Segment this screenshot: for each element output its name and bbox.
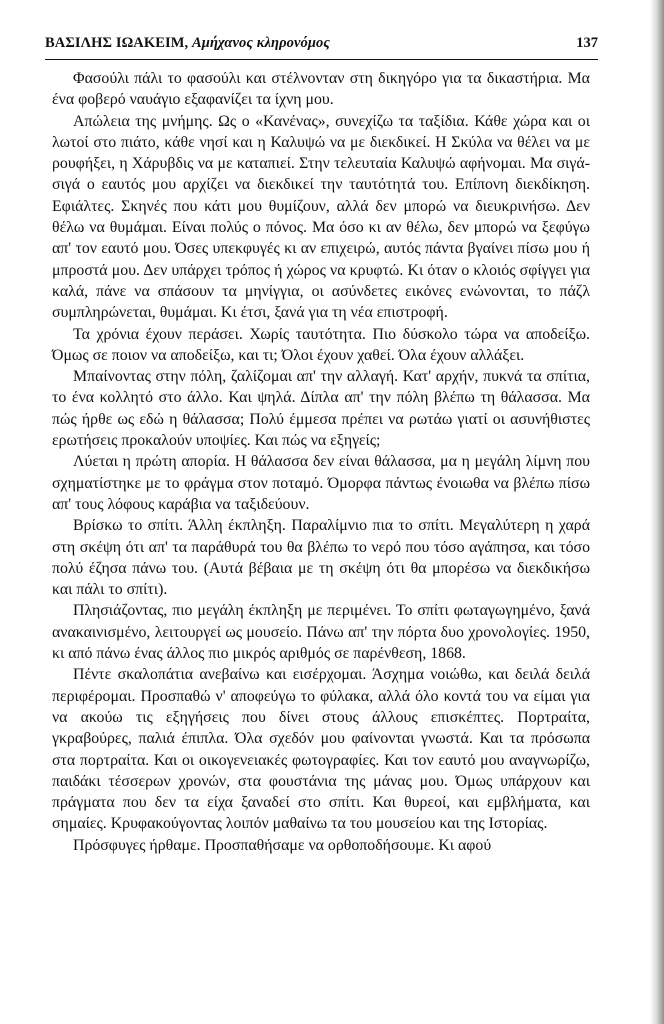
author-name: ΒΑΣΙΛΗΣ ΙΩΑΚΕΙΜ, xyxy=(45,35,189,51)
paragraph: Πέντε σκαλοπάτια ανεβαίνω και εισέρχομαι. Άσχημα νοιώθω, και δειλά δειλά περιφέρομαι. Προσπαθώ ν' αποφεύγω το φύλακα, αλλά όλο κοντά του να είμαι για να ακούω τις εξηγήσεις που δίνει στους άλλους επισκέπτες. Πορτραίτα, γκραβούρες, παλιά έπιπλα. Όλα σχεδόν μου φαίνονται γνωστά. Και τα πρόσωπα στα πορτραίτα. Και οι οικογενειακές φωτογραφίες. Και τον εαυτό μου αναγνωρίζω, παιδάκι τέσσερων χρονών, στα φουστάνια της μάνας μου. Όμως υπάρχουν και πράγματα που δεν τα είχα ξαναδεί στο σπίτι. Και θυρεοί, και εμβλήματα, και σημαίες. Κρυφακούγοντας λοιπόν μαθαίνω τα του μουσείου και της Ιστορίας. xyxy=(52,666,590,833)
paragraph: Τα χρόνια έχουν περάσει. Χωρίς ταυτότητα. Πιο δύσκολο τώρα να αποδείξω. Όμως σε ποιον να αποδείξω, και τι; Όλοι έχουν χαθεί. Όλα έχουν αλλάξει. xyxy=(52,325,590,364)
body-text xyxy=(52,68,590,856)
paragraph: Βρίσκω το σπίτι. Άλλη έκπληξη. Παραλίμνιο πια το σπίτι. Μεγαλύτερη η χαρά στη σκέψη ότι απ' τα παράθυρά του θα βλέπω το νερό που τόσο αγάπησα, και τόσο πολύ έζησα πάνω του. (Αυτά βέβαια με τη σκέψη ότι θα μπορέσω να διεκδικήσω και πάλι το σπίτι). xyxy=(52,517,590,599)
page-number: 137 xyxy=(576,35,598,51)
book-title: Αμήχανος κληρονόμος xyxy=(192,35,330,51)
paragraph: Λύεται η πρώτη απορία. Η θάλασσα δεν είναι θάλασσα, μα η μεγάλη λίμνη που σχηματίστηκε με το φράγμα στον ποταμό. Όμορφα πάντως ένοιωθα να βλέπω πίσω απ' τους λόφους καράβια να ταξιδεύουν. xyxy=(52,453,590,513)
paragraph: Απώλεια της μνήμης. Ως ο «Κανένας», συνεχίζω τα ταξίδια. Κάθε χώρα και οι λωτοί στο πιάτο, κάθε νησί και η Καλυψώ να με διεκδικεί. Η Σκύλα να θέλει να με ρουφήξει, η Χάρυβδις να με καταπιεί. Στην τελευταία Καλυψώ αφήνομαι. Μα σιγά-σιγά ο εαυτός μου αρχίζει να διεκδικεί την ταυτότητά του. Επίπονη διεκδίκηση. Εφιάλτες. Σκηνές που κάτι μου θυμίζουν, αλλά δεν μπορώ να διευκρινήσω. Δεν θέλω να θυμάμαι. Είναι πολύς ο πόνος. Μα όσο κι αν θέλω, δεν μπορώ να ξεφύγω απ' τον εαυτό μου. Όσες υπεκφυγές κι αν επιχειρώ, αυτός πάντα βγαίνει πίσω μου ή μπροστά μου. Δεν υπάρχει τρόπος ή χώρος να κρυφτώ. Κι όταν ο κλοιός σφίγγει για καλά, πάνε να σπάσουν τα μηνίγγια, οι ασύνδετες εικόνες ενώνονται, το πάζλ συμπληρώνεται, θυμάμαι. Κι έτσι, ξανά για τη νέα επιστροφή. xyxy=(52,112,590,322)
paragraph: Φασούλι πάλι το φασούλι και στέλνονταν στη δικηγόρο για τα δικαστήρια. Μα ένα φοβερό ναυάγιο εξαφανίζει τα ίχνη μου. xyxy=(52,70,590,109)
paragraph: Μπαίνοντας στην πόλη, ζαλίζομαι απ' την αλλαγή. Κατ' αρχήν, πυκνά τα σπίτια, το ένα κολλητό στο άλλο. Και ψηλά. Δίπλα απ' την πόλη βλέπω τη θάλασσα. Μα πώς ήρθε ως εδώ η θάλασσα; Πολύ έμμεσα πρέπει να ρωτάω γιατί οι ασυνήθιστες ερωτήσεις προκαλούν υποψίες. Και πώς να εξηγείς; xyxy=(52,368,590,450)
paragraph: Πρόσφυγες ήρθαμε. Προσπαθήσαμε να ορθοποδήσουμε. Κι αφού xyxy=(73,836,492,854)
running-head-title xyxy=(45,35,330,52)
running-head xyxy=(45,32,598,56)
paragraph: Πλησιάζοντας, πιο μεγάλη έκπληξη με περιμένει. Το σπίτι φωταγωγημένο, ξανά ανακαινισμένο, λειτουργεί ως μουσείο. Πάνω απ' την πόρτα δυο χρονολογίες. 1950, κι από πάνω ένας άλλος πιο μικρός αριθμός σε παρένθεση, 1868. xyxy=(52,602,590,663)
page-edge-shadow xyxy=(650,0,664,1024)
header-rule xyxy=(45,59,598,60)
